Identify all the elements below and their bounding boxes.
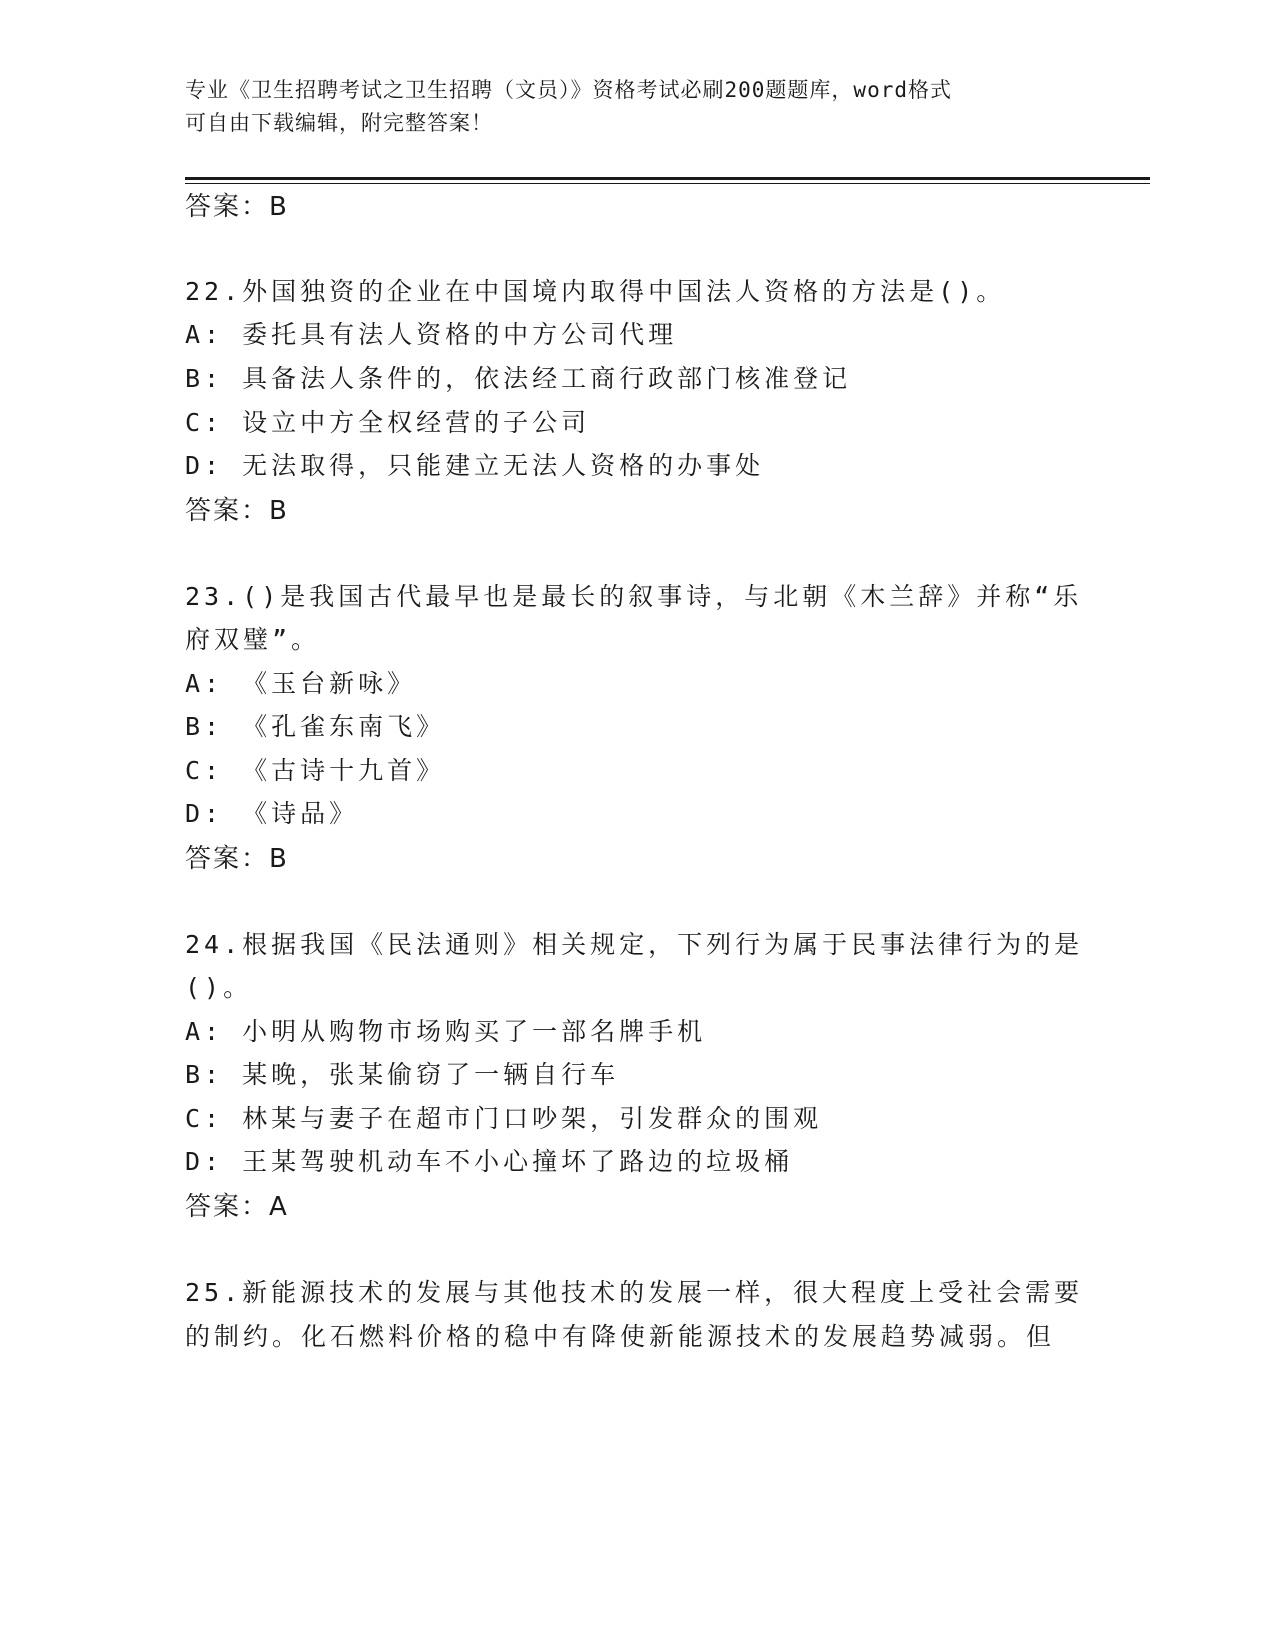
question-25-stem-line-2: 的制约。化石燃料价格的稳中有降使新能源技术的发展趋势减弱。但 [185, 1322, 1056, 1351]
question-22-stem: 22.外国独资的企业在中国境内取得中国法人资格的方法是()。 [185, 277, 1006, 306]
header-rule [185, 177, 1150, 180]
question-22-option-b: B: 具备法人条件的，依法经工商行政部门核准登记 [185, 364, 852, 393]
answer-23: 答案：B [185, 844, 289, 874]
header-line-2: 可自由下载编辑，附完整答案！ [185, 111, 493, 135]
question-22-option-c: C: 设立中方全权经营的子公司 [185, 408, 591, 437]
answer-22: 答案：B [185, 496, 289, 526]
header-line-1: 专业《卫生招聘考试之卫生招聘（文员）》资格考试必刷200题题库，word格式 [185, 78, 952, 102]
answer-21: 答案：B [185, 192, 289, 222]
question-22-option-a: A: 委托具有法人资格的中方公司代理 [185, 320, 678, 349]
question-24-option-a: A: 小明从购物市场购买了一部名牌手机 [185, 1017, 707, 1046]
question-23-option-b: B: 《孔雀东南飞》 [185, 712, 446, 741]
document-header [185, 74, 1065, 140]
question-24-stem-line-1: 24.根据我国《民法通则》相关规定，下列行为属于民事法律行为的是 [185, 930, 1084, 959]
question-23-option-a: A: 《玉台新咏》 [185, 669, 417, 698]
question-24-option-d: D: 王某驾驶机动车不小心撞坏了路边的垃圾桶 [185, 1147, 794, 1176]
question-24-option-c: C: 林某与妻子在超市门口吵架，引发群众的围观 [185, 1104, 823, 1133]
question-22-option-d: D: 无法取得，只能建立无法人资格的办事处 [185, 451, 765, 480]
answer-24: 答案：A [185, 1192, 289, 1222]
question-25-stem-line-1: 25.新能源技术的发展与其他技术的发展一样，很大程度上受社会需要 [185, 1278, 1084, 1307]
question-23-stem-line-2: 府双璧”。 [185, 625, 321, 654]
question-24-option-b: B: 某晚，张某偷窃了一辆自行车 [185, 1060, 620, 1089]
question-23-stem-line-1: 23.()是我国古代最早也是最长的叙事诗，与北朝《木兰辞》并称“乐 [185, 582, 1083, 611]
question-23-option-d: D: 《诗品》 [185, 799, 359, 828]
header-rule-thin [185, 183, 1150, 184]
question-23-option-c: C: 《古诗十九首》 [185, 756, 446, 785]
question-24-stem-line-2: ()。 [185, 973, 253, 1002]
